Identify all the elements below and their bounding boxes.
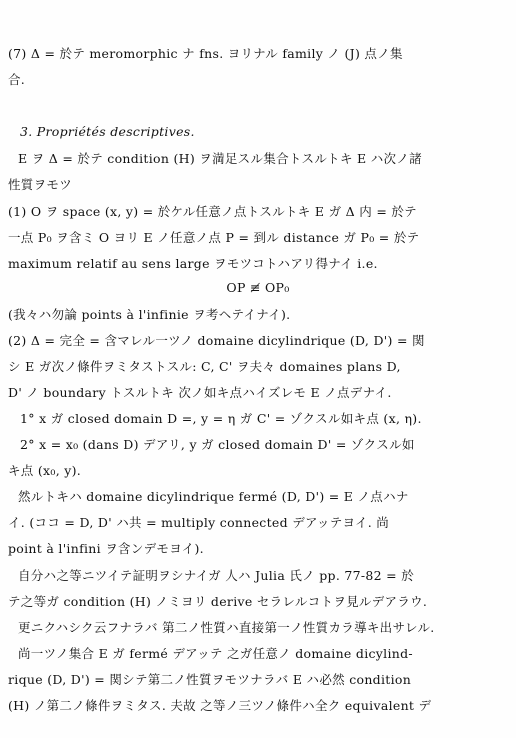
text-line: キ点 (x₀, y). bbox=[8, 463, 82, 478]
text-line: (7) Δ = 於テ meromorphic ナ fns. ヨリナル family ノ (J) 点ノ集 bbox=[8, 46, 403, 61]
formula: OP ≢ OP₀ bbox=[226, 280, 290, 295]
text-line: (H) ノ第二ノ條件ヲミタス. 夫故 之等ノ三ツノ條件ハ全ク equivalent デ bbox=[8, 698, 432, 713]
text-line: point à l'infini ヲ含ンデモヨイ). bbox=[8, 541, 204, 556]
text-line: E ヲ Δ = 於テ condition (H) ヲ満足スル集合トスルトキ E ハ次ノ諸 bbox=[18, 151, 422, 166]
text-line: rique (D, D') = 関シテ第二ノ性質ヲモツナラバ E ハ必然 condition bbox=[8, 672, 412, 687]
text-line: 自分ハ之等ニツイテ証明ヲシナイガ 人ハ Julia 氏ノ pp. 77-82 = 於 bbox=[18, 568, 415, 583]
text-line: 2° x = x₀ (dans D) デアリ, y ガ closed domain D' = ゾクスル如 bbox=[20, 437, 415, 452]
text-line: イ. (ココ = D, D' ハ共 = multiply connected デアッテヨイ. 尚 bbox=[8, 515, 390, 530]
text-line: 更ニクハシク云フナラバ 第二ノ性質ハ直接第一ノ性質カラ導キ出サレル. bbox=[18, 620, 435, 635]
text-line: (我々ハ勿論 points à l'infinie ヲ考ヘテイナイ). bbox=[8, 307, 291, 322]
text-line: D' ノ boundary トスルトキ 次ノ如キ点ハイズレモ E ノ点デナイ. bbox=[8, 385, 392, 400]
text-line: (1) O ヲ space (x, y) = 於ケル任意ノ点トスルトキ E ガ Δ 内 = 於テ bbox=[8, 204, 417, 219]
text-line: テ之等ガ condition (H) ノミヨリ derive セラレルコトヲ見ルデアラウ. bbox=[8, 594, 428, 609]
text-line: シ E ガ次ノ條件ヲミタストスル: C, C' ヲ夫々 domaines plans D, bbox=[8, 359, 401, 374]
text-line: 性質ヲモツ bbox=[8, 177, 73, 192]
text-line: 1° x ガ closed domain D =, y = η ガ C' = ゾクスル如キ点 (x, η). bbox=[20, 411, 422, 426]
text-line: 一点 P₀ ヲ含ミ O ヨリ E ノ任意ノ点 P = 到ル distance ガ P₀ = 於テ bbox=[8, 230, 420, 245]
text-line: 然ルトキハ domaine dicylindrique fermé (D, D') = E ノ点ハナ bbox=[18, 489, 409, 504]
text-line: 合. bbox=[8, 72, 26, 87]
text-line: (2) Δ = 完全 = 含マレル一ツノ domaine dicylindrique (D, D') = 関 bbox=[8, 333, 425, 348]
text-line: maximum relatif au sens large ヲモツコトハアリ得ナイ i.e. bbox=[8, 256, 378, 271]
text-line: 尚一ツノ集合 E ガ fermé デアッテ 之ガ任意ノ domaine dicylind- bbox=[18, 646, 413, 661]
section-heading: 3. Propriétés descriptives. bbox=[20, 124, 195, 139]
